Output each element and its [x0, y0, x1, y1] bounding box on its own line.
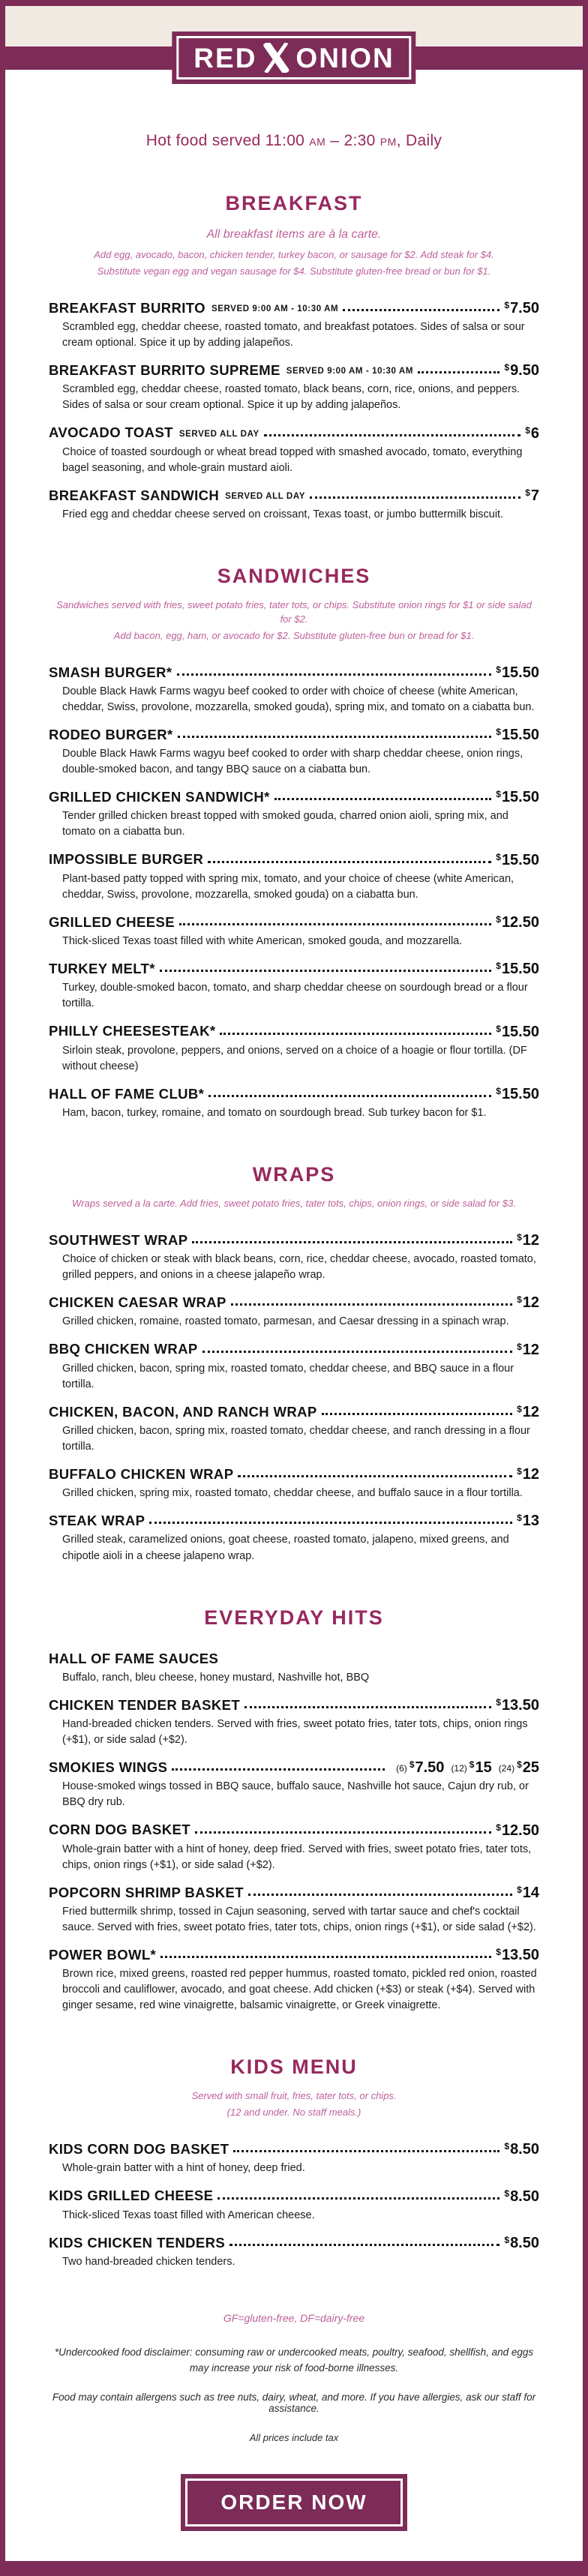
dotted-leader	[179, 923, 491, 925]
dotted-leader	[231, 1303, 512, 1306]
menu-item	[49, 1947, 539, 2014]
menu-item-name: RODEO BURGER*	[49, 726, 173, 742]
gf-df-legend: GF=gluten-free, DF=dairy-free	[223, 2311, 365, 2324]
section-items	[49, 300, 539, 523]
currency-symbol: $	[496, 961, 501, 972]
red-onion-logo[interactable]	[176, 36, 411, 79]
menu-item-served-time: SERVED ALL DAY	[178, 429, 260, 439]
menu-item-line	[49, 300, 539, 316]
section-title: EVERYDAY HITS	[204, 1606, 384, 1629]
menu-item	[49, 851, 539, 902]
menu-item	[49, 1651, 539, 1686]
menu-item-name: IMPOSSIBLE BURGER	[49, 851, 204, 868]
price-value: 12	[522, 1466, 539, 1483]
dotted-leader	[178, 736, 492, 738]
tax-note: All prices include tax	[249, 2431, 339, 2443]
menu-item	[49, 1885, 539, 1936]
menu-item-price	[410, 1760, 445, 1775]
menu-section-everyday-hits	[49, 1606, 539, 2014]
section-items	[49, 2141, 539, 2270]
menu-item-price	[496, 1948, 539, 1963]
price-value: 7.50	[510, 300, 539, 317]
section-title: BREAKFAST	[225, 192, 363, 214]
menu-item-price	[496, 1698, 539, 1713]
menu-item-name: SOUTHWEST WRAP	[49, 1231, 188, 1248]
price-value: 13	[522, 1513, 539, 1530]
section-note: Substitute vegan egg and vegan sausage for $4. Substitute gluten-free bread or bun for $1.	[97, 265, 491, 277]
menu-item-line	[49, 1885, 539, 1900]
menu-item-price	[517, 1885, 539, 1900]
price-value: 15.50	[501, 664, 539, 681]
menu-item-line	[49, 1232, 539, 1248]
menu-item-price	[525, 426, 539, 441]
currency-symbol: $	[525, 424, 530, 436]
menu-item-name: POWER BOWL*	[49, 1946, 157, 1963]
menu-item-line	[49, 1023, 539, 1039]
menu-item-name: CHICKEN TENDER BASKET	[49, 1696, 241, 1713]
menu-item-price	[496, 1087, 539, 1102]
menu-item-description: Fried buttermilk shrimp, tossed in Cajun seasoning, served with tartar sauce and chef's cocktail sauce. Served with fries, sweet potato fries, tater tots, chips, onion rings (+$1), or side salad (+$2).	[62, 1905, 536, 1933]
menu-item-line	[49, 664, 539, 680]
menu-item-description: Hand-breaded chicken tenders. Served with fries, sweet potato fries, tater tots, chips, onion rings (+$1), or side salad (+$2).	[62, 1718, 528, 1747]
section-title: SANDWICHES	[217, 565, 371, 588]
dotted-leader	[149, 1522, 512, 1524]
menu-item-description: Grilled chicken, spring mix, roasted tomato, cheddar cheese, and buffalo sauce in a flour tortilla.	[62, 1487, 523, 1500]
menu-item	[49, 2141, 539, 2176]
menu-item	[49, 1404, 539, 1455]
menu-item	[49, 1466, 539, 1501]
price-value: 15.50	[501, 851, 539, 868]
menu-item-price	[496, 961, 539, 976]
menu-item-line	[49, 1294, 539, 1310]
menu-item-name: SMASH BURGER*	[49, 664, 172, 680]
menu-item-line	[49, 1404, 539, 1420]
menu-item-price	[504, 2142, 539, 2157]
menu-item-name: CHICKEN, BACON, AND RANCH WRAP	[49, 1403, 317, 1420]
menu-item-description: Thick-sliced Texas toast filled with white American, smoked gouda, and mozzarella.	[62, 935, 463, 948]
currency-symbol: $	[517, 1513, 522, 1524]
price-value: 8.50	[510, 2234, 539, 2251]
order-now-inner	[185, 2479, 402, 2527]
section-items	[49, 664, 539, 1121]
tagline-part: Hot food served 11:00	[146, 132, 310, 149]
menu-item-price	[517, 1342, 539, 1357]
menu-item-description: Double Black Hawk Farms wagyu beef cooked to order with sharp cheddar cheese, onion rings, double-smoked bacon, and tangy BBQ sauce on a ciabatta bun.	[62, 748, 524, 776]
menu-item-description: Fried egg and cheddar cheese served on croissant, Texas toast, or jumbo buttermilk biscuit.	[62, 508, 504, 521]
menu-item-line	[49, 727, 539, 742]
menu-item-price	[525, 488, 539, 503]
currency-symbol: $	[504, 300, 510, 311]
currency-symbol: $	[517, 1232, 522, 1243]
currency-symbol: $	[496, 851, 501, 862]
price-value: 12	[522, 1294, 539, 1312]
menu-item-line	[49, 2235, 539, 2251]
menu-item-description: Grilled chicken, bacon, spring mix, roasted tomato, cheddar cheese, and ranch dressing in a flour tortilla.	[62, 1424, 530, 1453]
menu-item-description: Ham, bacon, turkey, romaine, and tomato on sourdough bread. Sub turkey bacon for $1.	[62, 1106, 487, 1119]
currency-symbol: $	[525, 487, 530, 499]
dotted-leader	[208, 861, 491, 863]
currency-symbol: $	[504, 362, 510, 373]
menu-item-line	[49, 961, 539, 976]
page-footer	[5, 2312, 583, 2531]
price-value: 6	[530, 424, 539, 442]
price-qty-label: (6)	[396, 1763, 407, 1774]
menu-item-name: CHICKEN CAESAR WRAP	[49, 1294, 226, 1311]
menu-item-description: Whole-grain batter with a hint of honey, deep fried. Served with fries, sweet potato fries, tater tots, chips, onion rings (+$1), or side salad (+$2).	[62, 1843, 532, 1871]
menu-item-line	[49, 1947, 539, 1963]
menu-item-line	[49, 914, 539, 930]
dotted-leader	[238, 1475, 512, 1477]
section-note: Wraps served a la carte. Add fries, sweet potato fries, tater tots, chips, onion rings, or side salad for $3.	[71, 1197, 517, 1209]
currency-symbol: $	[496, 727, 501, 738]
menu-item-description: Double Black Hawk Farms wagyu beef cooked to order with choice of cheese (white American, cheddar, Swiss, provolone, mozzarella, smoked gouda), spring mix, and tomato on a ciabatta bun.	[62, 685, 535, 713]
currency-symbol: $	[504, 2141, 510, 2152]
menu-item-description: Sirloin steak, provolone, peppers, and onions, served on a choice of a hoagie or flour tortilla. (DF without cheese)	[62, 1044, 527, 1072]
menu-section-sandwiches	[49, 565, 539, 1121]
section-note: Sandwiches served with fries, sweet potato fries, tater tots, or chips. Substitute onion rings for $1 or side salad for $2.	[56, 599, 532, 625]
menu-item-line	[49, 362, 539, 378]
menu-item	[49, 1822, 539, 1873]
dotted-leader	[218, 2197, 500, 2200]
logo-text-onion: ONION	[296, 42, 394, 73]
price-value: 12	[522, 1341, 539, 1358]
section-items	[49, 1651, 539, 2014]
menu-item-price	[504, 301, 539, 316]
dotted-leader	[195, 1831, 491, 1834]
currency-symbol: $	[496, 1822, 501, 1833]
menu-item-description: Grilled steak, caramelized onions, goat cheese, roasted tomato, jalapeno, mixed greens, and chipotle aioli in a cheese jalapeno wrap.	[62, 1534, 509, 1562]
menu-item-name: BREAKFAST BURRITO	[49, 299, 206, 316]
dotted-leader	[418, 371, 500, 373]
price-value: 14	[522, 1884, 539, 1901]
menu-item-name: KIDS CHICKEN TENDERS	[49, 2234, 226, 2251]
order-now-button[interactable]	[181, 2474, 406, 2531]
menu-item-price	[496, 1823, 539, 1838]
menu-item	[49, 664, 539, 715]
menu-item-name: BUFFALO CHICKEN WRAP	[49, 1465, 234, 1482]
section-note: Add egg, avocado, bacon, chicken tender, turkey bacon, or sausage for $2. Add steak for $4.	[94, 249, 494, 261]
menu-item	[49, 961, 539, 1012]
section-note: All breakfast items are à la carte.	[206, 228, 382, 241]
menu-item-served-time: SERVED 9:00 AM - 10:30 AM	[211, 304, 339, 314]
menu-item-description: Choice of chicken or steak with black beans, corn, rice, cheddar cheese, avocado, roasted tomato, grilled peppers, and onions in a cheese jalapeño wrap.	[62, 1253, 536, 1282]
menu-item	[49, 1294, 539, 1330]
logo-text-red: RED	[194, 42, 257, 73]
menu-item-description: Tender grilled chicken breast topped with smoked gouda, charred onion aioli, spring mix, and tomato on a ciabatta bun.	[62, 810, 508, 838]
menu-item	[49, 300, 539, 351]
price-value: 15.50	[501, 961, 539, 978]
menu-item-name: POPCORN SHRIMP BASKET	[49, 1884, 244, 1900]
menu-item-line	[49, 789, 539, 805]
price-value: 13.50	[501, 1947, 539, 1964]
menu-item-price	[517, 1405, 539, 1420]
menu-item-description: House-smoked wings tossed in BBQ sauce, buffalo sauce, Nashville hot sauce, Cajun dry rub, or BBQ dry rub.	[62, 1780, 529, 1809]
menu-item-price	[504, 2189, 539, 2204]
menu-item-line	[49, 2188, 539, 2203]
menu-item-price	[496, 853, 539, 868]
menu-item	[49, 789, 539, 840]
dotted-leader	[343, 309, 500, 311]
menu-item-description: Brown rice, mixed greens, roasted red pepper hummus, roasted tomato, pickled red onion, roasted broccoli and cauliflower, avocado, and goat cheese. Add chicken (+$3) or steak (+$4). Served with ginger sesame, red wine vinaigrette, balsamic vinaigrette, or Greek vinaigrette.	[62, 1968, 537, 2012]
price-value: 12.50	[501, 914, 539, 931]
allergen-notice: Food may contain allergens such as tree nuts, dairy, wheat, and more. If you have allergies, ask our staff for assistance.	[52, 2391, 536, 2414]
menu-item-name: KIDS CORN DOG BASKET	[49, 2140, 230, 2157]
price-qty-label: (24)	[498, 1763, 515, 1774]
currency-symbol: $	[517, 1884, 522, 1895]
section-title: WRAPS	[252, 1162, 336, 1186]
menu-item-price	[496, 790, 539, 805]
currency-symbol: $	[517, 1466, 522, 1477]
menu-item-price	[470, 1760, 492, 1775]
menu-item	[49, 1697, 539, 1748]
menu-item-price	[504, 363, 539, 378]
currency-symbol: $	[504, 2234, 510, 2245]
dotted-leader	[192, 1241, 512, 1243]
menu-item-name: HALL OF FAME CLUB*	[49, 1085, 205, 1102]
menu-item-line	[49, 1822, 539, 1837]
currency-symbol: $	[517, 1759, 522, 1771]
price-value: 15.50	[501, 789, 539, 806]
currency-symbol: $	[496, 1023, 501, 1034]
price-value: 12.50	[501, 1822, 539, 1839]
menu-item-description: Two hand-breaded chicken tenders.	[62, 2255, 236, 2268]
price-value: 25	[522, 1759, 539, 1777]
currency-symbol: $	[409, 1759, 415, 1771]
menu-item-description: Turkey, double-smoked bacon, tomato, and sharp cheddar cheese on sourdough bread or a flour tortilla.	[62, 982, 528, 1010]
price-value: 15.50	[501, 1085, 539, 1102]
menu-section-wraps	[49, 1163, 539, 1564]
menu-item-line	[49, 2141, 539, 2157]
menu-item	[49, 487, 539, 523]
menu-sections	[5, 192, 583, 2270]
menu-item-price	[517, 1760, 539, 1775]
menu-item-served-time: SERVED 9:00 AM - 10:30 AM	[286, 367, 413, 376]
section-note: Add bacon, egg, ham, or avocado for $2. Substitute gluten-free bun or bread for $1.	[113, 629, 475, 641]
menu-item-name: KIDS GRILLED CHEESE	[49, 2188, 214, 2204]
dotted-leader	[274, 798, 492, 800]
disclaimer-line-2: may increase your risk of food-borne illnesses.	[189, 2362, 399, 2374]
menu-item-description: Buffalo, ranch, bleu cheese, honey mustard, Nashville hot, BBQ	[62, 1671, 370, 1684]
price-value: 8.50	[510, 2141, 539, 2158]
price-value: 13.50	[501, 1697, 539, 1714]
price-value: 12	[522, 1232, 539, 1249]
menu-item-line	[49, 1466, 539, 1482]
menu-item	[49, 424, 539, 475]
dotted-leader	[233, 2150, 500, 2152]
price-value: 8.50	[510, 2188, 539, 2205]
price-value: 15.50	[501, 1023, 539, 1040]
menu-item-name: STEAK WRAP	[49, 1513, 146, 1529]
currency-symbol: $	[469, 1759, 475, 1771]
menu-item-line	[49, 851, 539, 867]
menu-item-description: Scrambled egg, cheddar cheese, roasted tomato, black beans, corn, rice, onions, and peppers. Sides of salsa or sour cream optional. Spice it up by adding jalapeños.	[62, 383, 520, 412]
dotted-leader	[264, 434, 520, 436]
currency-symbol: $	[496, 914, 501, 925]
dotted-leader	[160, 1956, 491, 1958]
price-value: 15.50	[501, 727, 539, 744]
menu-item	[49, 1513, 539, 1564]
menu-item-line	[49, 424, 539, 440]
menu-item-line	[49, 1086, 539, 1102]
menu-item-description: Thick-sliced Texas toast filled with American cheese.	[62, 2209, 315, 2221]
menu-item-name: GRILLED CHICKEN SANDWICH*	[49, 789, 270, 805]
price-qty-label: (12)	[451, 1763, 467, 1774]
menu-item-name: CORN DOG BASKET	[49, 1822, 190, 1838]
dotted-leader	[172, 1768, 385, 1771]
menu-item-price	[496, 915, 539, 930]
menu-item-name: HALL OF FAME SAUCES	[49, 1650, 219, 1666]
menu-item-price	[517, 1513, 539, 1528]
section-note: (12 and under. No staff meals.)	[226, 2107, 362, 2119]
menu-item-description: Scrambled egg, cheddar cheese, roasted tomato, and breakfast potatoes. Sides of salsa or sour cream optional. Spice it up by adding jalapeños.	[62, 321, 525, 349]
menu-item-name: BBQ CHICKEN WRAP	[49, 1341, 198, 1357]
menu-item	[49, 1341, 539, 1392]
currency-symbol: $	[496, 1085, 501, 1096]
price-value: 7.50	[415, 1759, 445, 1777]
menu-item-description: Grilled chicken, bacon, spring mix, roasted tomato, cheddar cheese, and BBQ sauce in a flour tortilla.	[62, 1362, 514, 1390]
menu-item-description: Plant-based patty topped with spring mix, tomato, and your choice of cheese (white American, cheddar, Swiss, provolone, mozzarella, smoked gouda) on a ciabatta bun.	[62, 872, 514, 901]
menu-item-line	[49, 1759, 539, 1775]
menu-item-price	[517, 1295, 539, 1310]
page-header	[5, 6, 583, 97]
currency-symbol: $	[504, 2188, 510, 2199]
price-value: 7	[530, 487, 539, 505]
tagline-pm: PM	[380, 136, 397, 148]
dotted-leader	[248, 1894, 512, 1896]
menu-item-name: TURKEY MELT*	[49, 961, 155, 977]
menu-item-price	[517, 1467, 539, 1482]
menu-item-name: BREAKFAST SANDWICH	[49, 487, 220, 503]
price-value: 12	[522, 1403, 539, 1420]
menu-item-description: Choice of toasted sourdough or wheat bread topped with smashed avocado, tomato, everything bagel seasoning, and whole-grain mustard aioli.	[62, 445, 523, 474]
currency-symbol: $	[496, 1947, 501, 1958]
currency-symbol: $	[496, 664, 501, 675]
tagline-part: – 2:30	[326, 132, 380, 149]
menu-item-name: GRILLED CHEESE	[49, 913, 176, 930]
dotted-leader	[160, 970, 491, 972]
menu-item-name: BREAKFAST BURRITO SUPREME	[49, 362, 280, 379]
menu-section-breakfast	[49, 192, 539, 523]
hours-tagline	[5, 132, 583, 150]
menu-item-price	[517, 1233, 539, 1248]
menu-item-line	[49, 1341, 539, 1357]
currency-symbol: $	[517, 1341, 522, 1352]
dotted-leader	[208, 1095, 491, 1097]
section-title: KIDS MENU	[230, 2056, 358, 2079]
menu-item-price	[496, 1024, 539, 1039]
menu-item-name: AVOCADO TOAST	[49, 424, 173, 441]
menu-item-name: PHILLY CHEESESTEAK*	[49, 1023, 216, 1039]
menu-item	[49, 2235, 539, 2270]
price-value: 9.50	[510, 362, 539, 379]
menu-item	[49, 1759, 539, 1810]
menu-item-line	[49, 1697, 539, 1713]
menu-item	[49, 362, 539, 413]
menu-item-served-time: SERVED ALL DAY	[225, 492, 305, 502]
menu-item-name: SMOKIES WINGS	[49, 1759, 168, 1776]
menu-item	[49, 914, 539, 949]
disclaimer-line-1: *Undercooked food disclaimer: consuming raw or undercooked meats, poultry, seafood, shellfish, and eggs	[54, 2346, 534, 2358]
logo-x-icon	[263, 43, 289, 73]
dotted-leader	[230, 2244, 500, 2246]
currency-symbol: $	[517, 1294, 522, 1306]
tagline-am: AM	[309, 136, 326, 148]
menu-item-price	[504, 2236, 539, 2251]
section-items	[49, 1232, 539, 1564]
section-note: Served with small fruit, fries, tater tots, or chips.	[191, 2090, 397, 2102]
menu-item-line	[49, 1513, 539, 1528]
dotted-leader	[177, 673, 492, 676]
menu-item	[49, 2188, 539, 2223]
menu-item-line	[49, 487, 539, 503]
menu-item	[49, 1086, 539, 1121]
menu-item	[49, 727, 539, 778]
menu-item-description: Whole-grain batter with a hint of honey, deep fried.	[62, 2162, 305, 2175]
currency-symbol: $	[517, 1403, 522, 1414]
menu-item-line	[49, 1651, 539, 1666]
menu-content	[5, 6, 583, 2561]
menu-item	[49, 1232, 539, 1283]
dotted-leader	[202, 1351, 512, 1353]
menu-item-price	[496, 665, 539, 680]
dotted-leader	[220, 1033, 491, 1035]
currency-symbol: $	[496, 1697, 501, 1708]
menu-item	[49, 1023, 539, 1074]
tagline-part: , Daily	[396, 132, 442, 149]
menu-item-price	[496, 727, 539, 742]
dotted-leader	[310, 496, 520, 499]
menu-item-description: Grilled chicken, romaine, roasted tomato, parmesan, and Caesar dressing in a spinach wrap.	[62, 1315, 509, 1328]
undercooked-disclaimer	[35, 2345, 553, 2377]
currency-symbol: $	[496, 789, 501, 800]
order-now-label: ORDER NOW	[220, 2490, 368, 2514]
dotted-leader	[322, 1413, 512, 1415]
menu-section-kids-menu	[49, 2056, 539, 2270]
price-value: 15	[475, 1759, 492, 1777]
dotted-leader	[244, 1706, 491, 1708]
